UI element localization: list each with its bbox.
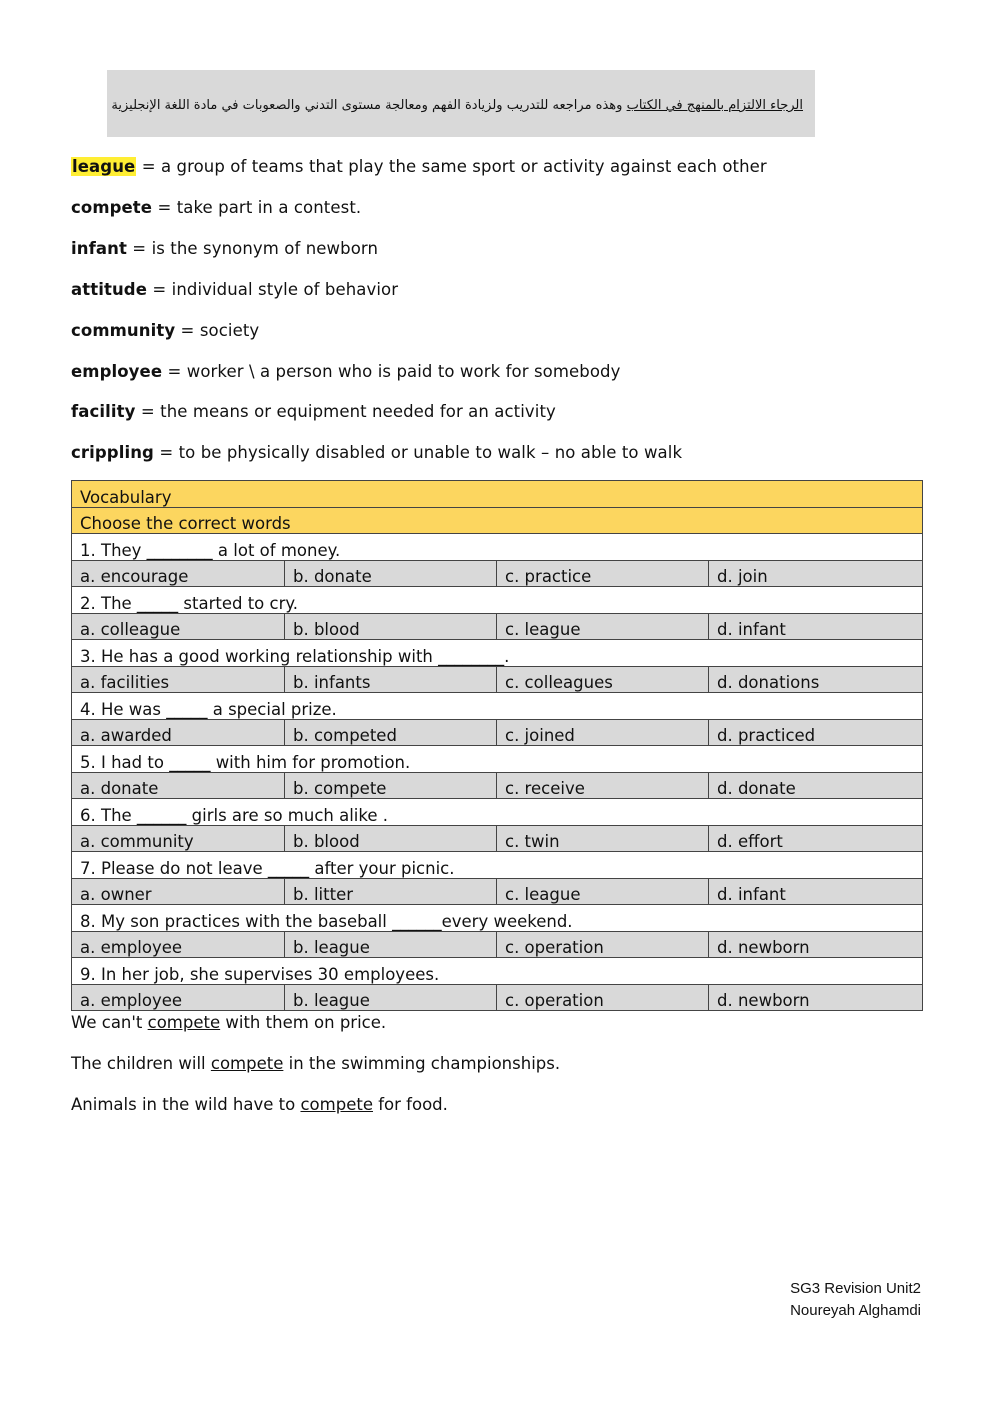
definition-term: crippling <box>71 443 154 462</box>
answer-option[interactable]: a. employee <box>72 931 285 958</box>
answer-option[interactable]: a. encourage <box>72 560 285 587</box>
definition-employee <box>71 362 620 381</box>
definition-term: compete <box>71 198 153 217</box>
answer-option[interactable]: c. colleagues <box>497 666 709 693</box>
answer-option[interactable]: d. practiced <box>709 719 923 746</box>
notice-text <box>111 98 803 113</box>
answer-option[interactable]: d. newborn <box>709 984 923 1011</box>
question-row <box>72 958 923 985</box>
answer-option[interactable]: a. colleague <box>72 613 285 640</box>
question-text: 9. In her job, she supervises 30 employees. <box>72 958 923 985</box>
options-row <box>72 825 923 852</box>
question-row <box>72 534 923 561</box>
question-row <box>72 640 923 667</box>
answer-option[interactable]: b. league <box>285 984 497 1011</box>
notice-text-underlined: الرجاء الالتزام بالمنهج في الكتاب <box>626 98 803 113</box>
answer-option[interactable]: b. competed <box>285 719 497 746</box>
example-word: compete <box>300 1095 373 1114</box>
answer-option[interactable]: d. infant <box>709 878 923 905</box>
answer-option[interactable]: c. league <box>497 613 709 640</box>
question-text: 3. He has a good working relationship with ________. <box>72 640 923 667</box>
answer-option[interactable]: c. practice <box>497 560 709 587</box>
answer-option[interactable]: b. blood <box>285 825 497 852</box>
question-text: 2. The _____ started to cry. <box>72 587 923 614</box>
answer-option[interactable]: c. receive <box>497 772 709 799</box>
footer-course: SG3 Revision Unit2 <box>790 1280 921 1297</box>
notice-text-rest: وهذه مراجعه للتدريب ولزيادة الفهم ومعالجة مستوى التدني والصعوبات في مادة اللغة الإنجليزية <box>111 98 627 113</box>
quiz-title: Vocabulary <box>72 481 923 508</box>
answer-option[interactable]: a. community <box>72 825 285 852</box>
question-row <box>72 852 923 879</box>
definition-infant <box>71 239 378 258</box>
options-row <box>72 878 923 905</box>
example-after: for food. <box>372 1095 448 1114</box>
definition-term: community <box>71 321 176 340</box>
answer-option[interactable]: c. league <box>497 878 709 905</box>
definition-text: = is the synonym of newborn <box>126 239 379 258</box>
answer-option[interactable]: b. litter <box>285 878 497 905</box>
options-row <box>72 560 923 587</box>
answer-option[interactable]: b. donate <box>285 560 497 587</box>
answer-option[interactable]: b. blood <box>285 613 497 640</box>
definition-term: facility <box>71 402 136 421</box>
answer-option[interactable]: d. effort <box>709 825 923 852</box>
example-before: We can't <box>71 1013 148 1032</box>
definition-term: league <box>72 157 136 176</box>
definition-community <box>71 321 259 340</box>
definition-text: = take part in a contest. <box>152 198 362 217</box>
quiz-instruction: Choose the correct words <box>72 507 923 534</box>
question-text: 8. My son practices with the baseball ______every weekend. <box>72 905 923 932</box>
answer-option[interactable]: c. operation <box>497 984 709 1011</box>
definition-text: = worker \ a person who is paid to work for somebody <box>162 362 621 381</box>
example-sentence <box>71 1054 560 1073</box>
question-text: 1. They ________ a lot of money. <box>72 534 923 561</box>
answer-option[interactable]: c. twin <box>497 825 709 852</box>
example-after: with them on price. <box>220 1013 387 1032</box>
answer-option[interactable]: d. donations <box>709 666 923 693</box>
question-text: 6. The ______ girls are so much alike . <box>72 799 923 826</box>
answer-option[interactable]: d. infant <box>709 613 923 640</box>
question-text: 7. Please do not leave _____ after your picnic. <box>72 852 923 879</box>
answer-option[interactable]: a. awarded <box>72 719 285 746</box>
answer-option[interactable]: d. newborn <box>709 931 923 958</box>
answer-option[interactable]: c. joined <box>497 719 709 746</box>
example-sentence <box>71 1013 386 1032</box>
answer-option[interactable]: b. infants <box>285 666 497 693</box>
answer-option[interactable]: c. operation <box>497 931 709 958</box>
answer-option[interactable]: a. employee <box>72 984 285 1011</box>
quiz-title-row <box>72 481 923 508</box>
options-row <box>72 931 923 958</box>
definition-compete <box>71 198 361 217</box>
example-word: compete <box>210 1054 284 1073</box>
example-before: The children will <box>71 1054 211 1073</box>
definition-facility <box>71 402 556 421</box>
footer-author: Noureyah Alghamdi <box>790 1302 921 1319</box>
example-after: in the swimming championships. <box>283 1054 561 1073</box>
question-row <box>72 746 923 773</box>
definition-attitude <box>71 280 398 299</box>
answer-option[interactable]: b. compete <box>285 772 497 799</box>
question-text: 4. He was _____ a special prize. <box>72 693 923 720</box>
vocabulary-quiz-table <box>71 480 923 1011</box>
definition-crippling <box>71 443 682 462</box>
definition-text: = a group of teams that play the same sport or activity against each other <box>136 157 767 176</box>
question-row <box>72 587 923 614</box>
question-row <box>72 799 923 826</box>
question-text: 5. I had to _____ with him for promotion. <box>72 746 923 773</box>
answer-option[interactable]: a. facilities <box>72 666 285 693</box>
options-row <box>72 719 923 746</box>
notice-banner <box>107 70 815 137</box>
answer-option[interactable]: d. donate <box>709 772 923 799</box>
options-row <box>72 984 923 1011</box>
example-before: Animals in the wild have to <box>71 1095 301 1114</box>
options-row <box>72 666 923 693</box>
definition-term: employee <box>71 362 163 381</box>
question-row <box>72 693 923 720</box>
definition-text: = to be physically disabled or unable to walk – no able to walk <box>153 443 683 462</box>
question-row <box>72 905 923 932</box>
definition-term: attitude <box>71 280 148 299</box>
options-row <box>72 772 923 799</box>
answer-option[interactable]: d. join <box>709 560 923 587</box>
options-row <box>72 613 923 640</box>
quiz-instruction-row <box>72 507 923 534</box>
definition-league <box>71 157 767 176</box>
answer-option[interactable]: a. owner <box>72 878 285 905</box>
definition-text: = society <box>175 321 260 340</box>
definition-term: infant <box>71 239 127 258</box>
definition-text: = the means or equipment needed for an activity <box>135 402 556 421</box>
answer-option[interactable]: b. league <box>285 931 497 958</box>
example-word: compete <box>147 1013 221 1032</box>
definition-text: = individual style of behavior <box>147 280 399 299</box>
answer-option[interactable]: a. donate <box>72 772 285 799</box>
example-sentence <box>71 1095 448 1114</box>
